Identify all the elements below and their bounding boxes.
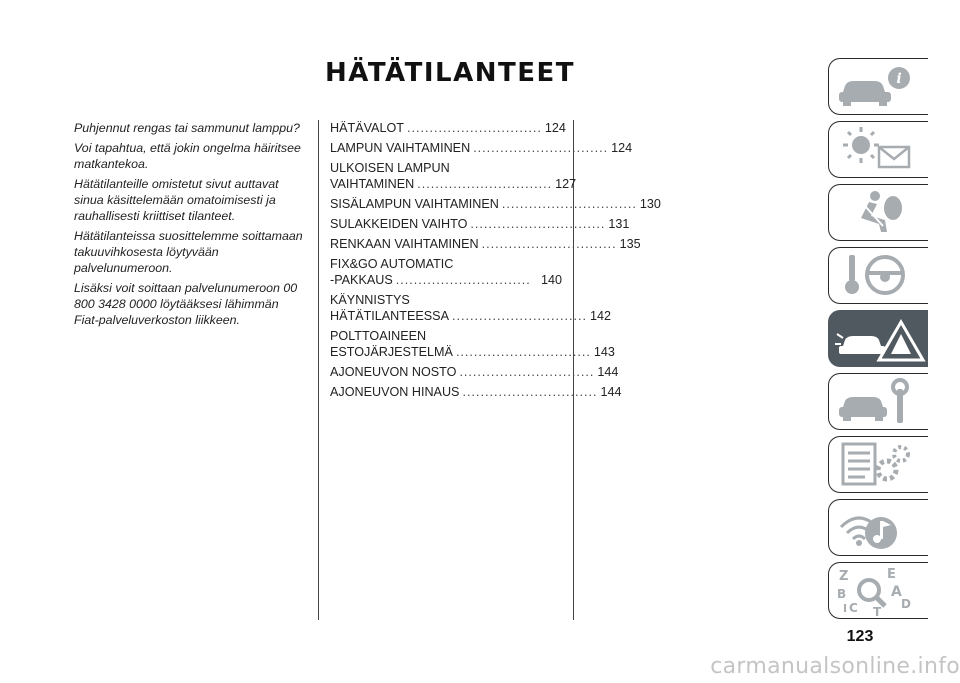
toc-entry[interactable] <box>330 364 619 380</box>
svg-text:E: E <box>887 567 896 582</box>
toc-page-number: 124 <box>611 141 633 155</box>
toc-entry[interactable] <box>330 292 611 324</box>
toc-entry-title-line: FIX&GO AUTOMATIC <box>330 257 454 271</box>
chapter-tab-technical-data[interactable] <box>828 436 928 493</box>
warning-lights-message-icon <box>835 125 927 175</box>
intro-paragraph: Lisäksi voit soittaan palvelunumeroon 00 800 3428 0000 löytääksesi lähimmän Fiat-palveluverkoston liikkeen. <box>74 281 298 327</box>
spec-sheet-gear-icon <box>835 440 927 490</box>
seat-airbag-icon <box>835 188 927 238</box>
chapter-tab-maintenance[interactable] <box>828 373 928 430</box>
toc-page-number: 135 <box>619 237 641 251</box>
toc-entry-title: LAMPUN VAIHTAMINEN <box>330 141 471 155</box>
toc-page-number: 144 <box>600 385 622 399</box>
toc-leader-dots: .............................. <box>417 177 553 191</box>
toc-entry-line <box>330 344 615 360</box>
toc-page-number: 142 <box>589 309 611 323</box>
toc-entry-title: ESTOJÄRJESTELMÄ <box>330 345 453 359</box>
toc-entry-title-line: ULKOISEN LAMPUN <box>330 161 450 175</box>
toc-entry[interactable] <box>330 256 562 288</box>
toc-leader-dots: .............................. <box>459 365 595 379</box>
toc-entry-title: -PAKKAUS <box>330 273 393 287</box>
toc-page-number: 140 <box>540 273 562 287</box>
toc-leader-dots: .............................. <box>395 273 531 287</box>
chapter-tab-multimedia[interactable] <box>828 499 928 556</box>
toc-leader-dots: .............................. <box>501 197 637 211</box>
svg-text:C: C <box>849 601 858 615</box>
multimedia-music-icon <box>835 503 927 553</box>
svg-text:D: D <box>901 597 911 611</box>
toc-entry-title: RENKAAN VAIHTAMINEN <box>330 237 479 251</box>
toc-page-number: 127 <box>555 177 577 191</box>
key-steering-wheel-icon <box>835 251 927 301</box>
car-info-icon <box>835 62 927 112</box>
toc-entry[interactable] <box>330 120 566 136</box>
toc-entry-title-line: POLTTOAINEEN <box>330 329 427 343</box>
toc-leader-dots: .............................. <box>470 217 606 231</box>
car-breakdown-warning-icon <box>835 314 927 364</box>
toc-leader-dots: .............................. <box>473 141 609 155</box>
chapter-tab-car-info[interactable] <box>828 58 928 115</box>
toc-page-number: 131 <box>608 217 630 231</box>
toc-page-number: 124 <box>544 121 566 135</box>
toc-entry-line <box>330 140 633 156</box>
svg-text:T: T <box>873 605 882 619</box>
toc-entry-line <box>330 176 577 192</box>
car-wrench-icon <box>835 377 927 427</box>
toc-leader-dots: .............................. <box>462 385 598 399</box>
column-divider-left <box>318 120 319 620</box>
chapter-tab-safety[interactable] <box>828 184 928 241</box>
toc-leader-dots: .............................. <box>481 237 617 251</box>
toc-entry-title: VAIHTAMINEN <box>330 177 415 191</box>
toc-entry[interactable] <box>330 160 577 192</box>
toc-entry[interactable] <box>330 328 615 360</box>
toc-entry[interactable] <box>330 196 661 212</box>
toc-entry[interactable] <box>330 236 641 252</box>
page-title: HÄTÄTILANTEET <box>324 58 576 88</box>
toc-entry-line <box>330 384 622 400</box>
watermark: carmanualsonline.info <box>710 654 960 679</box>
toc-entry-title: HÄTÄVALOT <box>330 121 404 135</box>
toc-entry-title: AJONEUVON HINAUS <box>330 385 460 399</box>
chapter-tab-index[interactable] <box>828 562 928 619</box>
toc-entry[interactable] <box>330 140 633 156</box>
toc-entry-line <box>330 216 630 232</box>
toc-entry-title-line: KÄYNNISTYS <box>330 293 410 307</box>
toc-leader-dots: .............................. <box>406 121 542 135</box>
svg-text:I: I <box>843 602 848 615</box>
chapter-tab-emergencies[interactable] <box>828 310 928 367</box>
toc-leader-dots: .............................. <box>455 345 591 359</box>
intro-paragraph: Hätätilanteissa suosittelemme soittamaan takuuvihkosesta löytyvään palvelunumeroon. <box>74 229 303 275</box>
svg-text:Z: Z <box>839 569 849 584</box>
intro-paragraph: Voi tapahtua, että jokin ongelma häiritsee matkantekoa. <box>74 141 301 171</box>
intro-paragraph: Puhjennut rengas tai sammunut lamppu? <box>74 121 300 135</box>
intro-paragraph: Hätätilanteille omistetut sivut auttavat sinua käsittelemään omatoimisesti ja rauhallisesti kriittiset tilanteet. <box>74 177 279 223</box>
toc-entry-title: SULAKKEIDEN VAIHTO <box>330 217 468 231</box>
toc-entry-title: HÄTÄTILANTEESSA <box>330 309 449 323</box>
toc-page-number: 143 <box>593 345 615 359</box>
toc-page-number: 144 <box>597 365 619 379</box>
svg-text:A: A <box>891 584 902 600</box>
alphabetical-index-icon <box>835 566 927 619</box>
toc-leader-dots: .............................. <box>451 309 587 323</box>
svg-text:i: i <box>896 71 902 87</box>
table-of-contents <box>330 120 661 404</box>
toc-entry[interactable] <box>330 216 630 232</box>
toc-entry-line <box>330 308 611 324</box>
toc-entry-title: SISÄLAMPUN VAIHTAMINEN <box>330 197 499 211</box>
page-number: 123 <box>846 628 874 645</box>
chapter-tab-warning-lights[interactable] <box>828 121 928 178</box>
intro-text <box>74 120 306 332</box>
chapter-tab-starting-driving[interactable] <box>828 247 928 304</box>
toc-entry-line <box>330 120 566 136</box>
svg-text:B: B <box>837 587 847 601</box>
toc-entry-line <box>330 364 619 380</box>
toc-entry[interactable] <box>330 384 622 400</box>
toc-page-number: 130 <box>639 197 661 211</box>
toc-entry-title: AJONEUVON NOSTO <box>330 365 457 379</box>
toc-entry-line <box>330 236 641 252</box>
toc-entry-line <box>330 272 562 288</box>
toc-entry-line <box>330 196 661 212</box>
